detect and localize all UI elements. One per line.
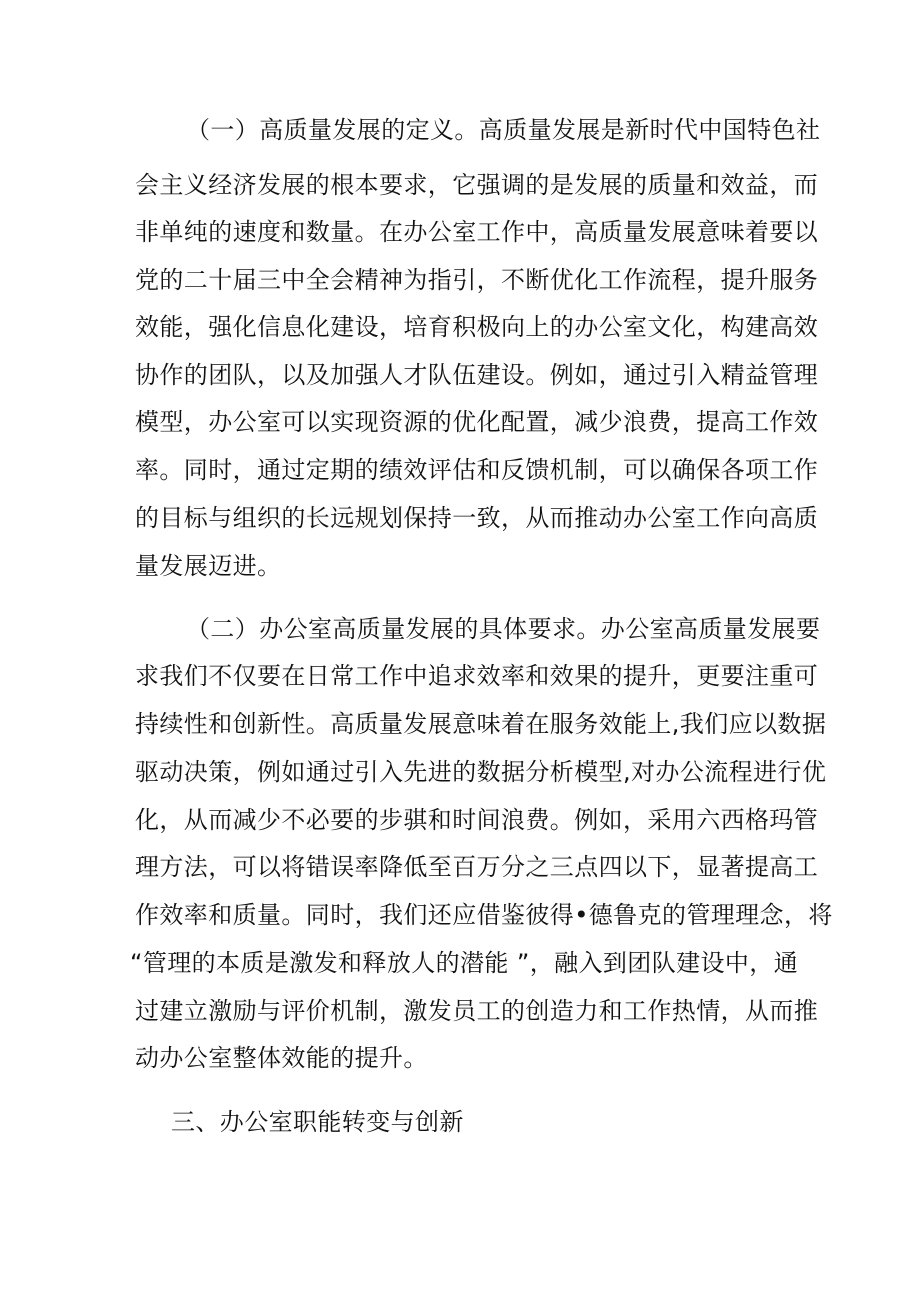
paragraph-2-line-10: 动办公室整体效能的提升。 [135,1044,428,1072]
paragraph-2-line-4: 驱动决策，例如通过引入先进的数据分析模型,对办公流程进行优 [135,758,827,786]
paragraph-1-line-1: （一）高质量发展的定义。高质量发展是新时代中国特色社 [186,116,821,144]
paragraph-1-line-5: 效能，强化信息化建设，培育积极向上的办公室文化，构建高效 [135,313,819,341]
paragraph-1-line-6: 协作的团队，以及加强人才队伍建设。例如，通过引入精益管理 [135,361,819,389]
paragraph-2-line-5: 化，从而减少不必要的步骐和时间浪费。例如，采用六西格玛管 [135,806,819,834]
paragraph-2-line-3: 持续性和创新性。高质量发展意味着在服务效能上,我们应以数据 [135,710,827,738]
paragraph-2-line-6: 理方法，可以将错误率降低至百万分之三点四以下，显著提高工 [135,853,819,881]
paragraph-1-line-4: 党的二十届三中全会精神为指引，不断优化工作流程，提升服务 [135,266,819,294]
paragraph-2-line-8: “管理的本质是激发和释放人的潜能 ”，融入到团队建设中，通 [130,949,799,977]
paragraph-2-line-9: 过建立激励与评价机制，激发员工的创造力和工作热情，从而推 [135,997,819,1025]
paragraph-1-line-8: 率。同时，通过定期的绩效评估和反馈机制，可以确保各项工作 [135,456,819,484]
paragraph-1-line-10: 量发展迈进。 [135,552,282,580]
paragraph-2-line-1: （二）办公室高质量发展的具体要求。办公室高质量发展要 [186,615,821,643]
paragraph-1-line-2: 会主义经济发展的根本要求，它强调的是发展的质量和效益，而 [135,171,819,199]
paragraph-1-line-3: 非单纯的速度和数量。在办公室工作中，高质量发展意味着要以 [135,218,819,246]
paragraph-2-line-2: 求我们不仅要在日常工作中追求效率和效果的提升，更要注重可 [135,662,819,690]
paragraph-1-line-9: 的目标与组织的长远规划保持一致，从而推动办公室工作向高质 [135,504,819,532]
section-heading: 三、办公室职能转变与创新 [171,1108,464,1136]
paragraph-1-line-7: 模型，办公室可以实现资源的优化配置，减少浪费，提高工作效 [135,408,819,436]
paragraph-2-line-7: 作效率和质量。同时，我们还应借鉴彼得•德鲁克的管理理念，将 [135,901,833,929]
